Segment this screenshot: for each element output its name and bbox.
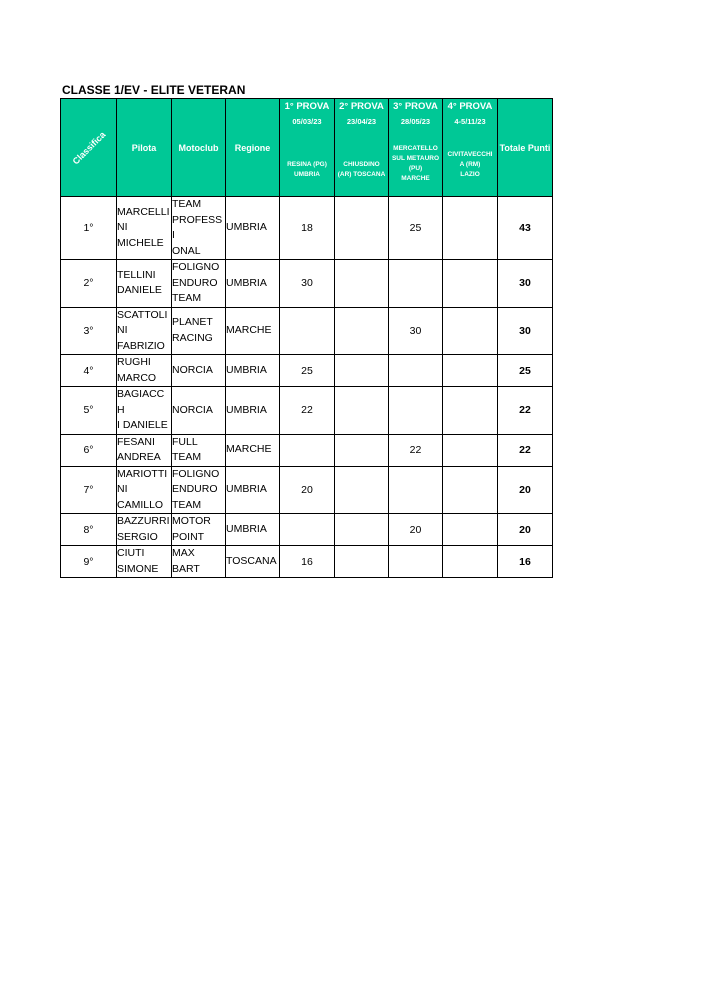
regione-cell: UMBRIA <box>226 355 280 387</box>
motoclub-cell-line: TEAM <box>172 498 202 511</box>
prova-3-points-cell <box>389 355 443 387</box>
prova-2-location <box>338 160 386 180</box>
motoclub-cell <box>172 355 226 387</box>
prova-1-points-cell: 18 <box>280 197 335 260</box>
prova-4-points-cell <box>443 466 498 514</box>
prova-4-points-cell <box>443 546 498 578</box>
header-motoclub: Motoclub <box>172 99 226 197</box>
motoclub-cell-line: MAX <box>172 547 195 559</box>
prova-2-location-line: (AR) TOSCANA <box>337 171 386 178</box>
prova-1-points-cell <box>280 307 335 355</box>
prova-3-points-cell: 25 <box>389 197 443 260</box>
position-cell: 5° <box>61 387 117 435</box>
motoclub-cell <box>172 466 226 514</box>
prova-3-points-cell <box>389 546 443 578</box>
totale-punti-cell: 20 <box>498 514 553 546</box>
totale-punti-cell: 22 <box>498 434 553 466</box>
pilota-cell-line: BAZZURRI <box>117 515 170 527</box>
totale-punti-cell: 16 <box>498 546 553 578</box>
pilota-cell-line: DANIELE <box>117 284 162 297</box>
prova-4-points-cell <box>443 434 498 466</box>
prova-3-title: 3° PROVA <box>393 101 438 112</box>
pilota-cell-line: MICHELE <box>117 236 164 249</box>
prova-4-points-cell <box>443 514 498 546</box>
prova-1-location <box>287 160 327 180</box>
prova-3-location <box>392 144 439 184</box>
prova-2-title: 2° PROVA <box>339 101 384 112</box>
prova-2-points-cell <box>335 434 389 466</box>
motoclub-cell <box>172 260 226 308</box>
motoclub-cell <box>172 197 226 260</box>
totale-punti-cell: 30 <box>498 260 553 308</box>
regione-cell: UMBRIA <box>226 387 280 435</box>
pilota-cell-line: FESANI <box>117 435 155 448</box>
pilota-cell-line: CAMILLO <box>117 498 164 511</box>
pilota-cell-line: SERGIO <box>117 530 158 543</box>
prova-3-points-cell <box>389 466 443 514</box>
pilota-cell-line: ANDREA <box>117 451 161 463</box>
motoclub-cell <box>172 307 226 355</box>
pilota-cell-line: NI <box>117 324 128 336</box>
pilota-cell <box>117 434 172 466</box>
pilota-cell <box>117 197 172 260</box>
prova-4-points-cell <box>443 355 498 387</box>
pilota-cell-line: TELLINI <box>117 268 156 281</box>
regione-cell: TOSCANA <box>226 546 280 578</box>
prova-2-date: 23/04/23 <box>346 117 377 126</box>
motoclub-cell-line: RACING <box>172 331 213 344</box>
prova-3-points-cell: 22 <box>389 434 443 466</box>
prova-3-date: 28/05/23 <box>400 117 431 126</box>
prova-1-points-cell: 16 <box>280 546 335 578</box>
table-row <box>61 466 553 514</box>
prova-4-date: 4-5/11/23 <box>454 117 486 126</box>
pilota-cell-line: FABRIZIO <box>117 339 165 352</box>
motoclub-cell-line: BART <box>172 562 200 575</box>
prova-1-points-cell: 20 <box>280 466 335 514</box>
motoclub-cell <box>172 546 226 578</box>
standings-table <box>60 98 553 578</box>
prova-2-location-line: CHIUSDINO <box>343 161 380 168</box>
motoclub-cell <box>172 387 226 435</box>
motoclub-cell-line: NORCIA <box>172 363 213 376</box>
prova-1-location-line: RESINA (PG) <box>287 161 327 168</box>
table-row <box>61 260 553 308</box>
pilota-cell-line: MARCO <box>117 371 157 384</box>
pilota-cell <box>117 307 172 355</box>
header-row <box>61 99 553 197</box>
regione-cell: UMBRIA <box>226 197 280 260</box>
motoclub-cell-line: PLANET <box>172 316 213 329</box>
motoclub-cell-line: NORCIA <box>172 403 213 416</box>
prova-2-points-cell <box>335 260 389 308</box>
prova-3-location-line: MERCATELLO <box>393 145 438 152</box>
regione-cell: UMBRIA <box>226 260 280 308</box>
header-regione: Regione <box>226 99 280 197</box>
regione-cell: MARCHE <box>226 307 280 355</box>
pilota-cell-line: RUGHI <box>117 356 151 368</box>
page-title: CLASSE 1/EV - ELITE VETERAN <box>62 83 246 97</box>
prova-3-points-cell <box>389 387 443 435</box>
pilota-cell-line: NI <box>117 221 128 234</box>
motoclub-cell-line: FOLIGNO <box>172 467 220 480</box>
regione-cell: UMBRIA <box>226 466 280 514</box>
prova-2-points-cell <box>335 387 389 435</box>
pilota-cell-line: SIMONE <box>117 562 159 575</box>
regione-cell: UMBRIA <box>226 514 280 546</box>
pilota-cell <box>117 466 172 514</box>
pilota-cell <box>117 546 172 578</box>
prova-1-points-cell: 25 <box>280 355 335 387</box>
pilota-cell-line: I DANIELE <box>117 419 168 431</box>
header-prova-1 <box>280 99 335 197</box>
totale-punti-cell: 43 <box>498 197 553 260</box>
motoclub-cell-line: ONAL <box>172 244 201 257</box>
table-row <box>61 355 553 387</box>
regione-cell: MARCHE <box>226 434 280 466</box>
prova-2-points-cell <box>335 197 389 260</box>
totale-punti-cell: 30 <box>498 307 553 355</box>
position-cell: 8° <box>61 514 117 546</box>
pilota-cell <box>117 260 172 308</box>
pilota-cell-line: MARCELLI <box>117 205 170 218</box>
pilota-cell-line: NI <box>117 483 128 495</box>
totale-punti-cell: 25 <box>498 355 553 387</box>
prova-4-location-line: LAZIO <box>460 171 480 178</box>
prova-1-points-cell <box>280 434 335 466</box>
prova-1-points-cell: 22 <box>280 387 335 435</box>
prova-3-points-cell: 20 <box>389 514 443 546</box>
standings-body <box>61 197 553 578</box>
totale-punti-cell: 20 <box>498 466 553 514</box>
motoclub-cell <box>172 514 226 546</box>
prova-3-points-cell: 30 <box>389 307 443 355</box>
prova-3-location-line: SUL METAURO <box>391 155 440 162</box>
position-cell: 3° <box>61 307 117 355</box>
prova-1-location-line: UMBRIA <box>293 171 320 178</box>
prova-4-points-cell <box>443 387 498 435</box>
prova-1-date: 05/03/23 <box>292 117 322 126</box>
pilota-cell-line: MARIOTTI <box>117 467 168 480</box>
pilota-cell-line: BAGIACCH <box>117 388 165 416</box>
motoclub-cell-line: POINT <box>172 530 205 543</box>
prova-1-points-cell: 30 <box>280 260 335 308</box>
header-pilota: Pilota <box>117 99 172 197</box>
header-prova-3 <box>389 99 443 197</box>
prova-4-location-line: A (RM) <box>459 161 481 168</box>
position-cell: 2° <box>61 260 117 308</box>
position-cell: 4° <box>61 355 117 387</box>
header-classifica <box>61 99 117 197</box>
position-cell: 1° <box>61 197 117 260</box>
prova-3-points-cell <box>389 260 443 308</box>
prova-1-points-cell <box>280 514 335 546</box>
motoclub-cell-line: ENDURO <box>172 276 218 289</box>
prova-4-points-cell <box>443 260 498 308</box>
position-cell: 6° <box>61 434 117 466</box>
prova-4-points-cell <box>443 197 498 260</box>
prova-2-points-cell <box>335 307 389 355</box>
header-prova-4 <box>443 99 498 197</box>
motoclub-cell-line: TEAM <box>172 198 202 210</box>
prova-1-title: 1° PROVA <box>284 101 330 112</box>
prova-2-points-cell <box>335 514 389 546</box>
prova-4-location-line: CIVITAVECCHI <box>447 151 493 158</box>
table-row <box>61 197 553 260</box>
motoclub-cell <box>172 434 226 466</box>
motoclub-cell-line: FOLIGNO <box>172 261 220 273</box>
prova-2-points-cell <box>335 355 389 387</box>
table-row <box>61 546 553 578</box>
pilota-cell <box>117 355 172 387</box>
pilota-cell <box>117 387 172 435</box>
header-prova-2 <box>335 99 389 197</box>
prova-3-location-line: MARCHE <box>401 175 430 182</box>
table-row <box>61 307 553 355</box>
pilota-cell <box>117 514 172 546</box>
pilota-cell-line: SCATTOLI <box>117 308 168 321</box>
motoclub-cell-line: MOTOR <box>172 515 211 527</box>
prova-4-title: 4° PROVA <box>447 101 493 112</box>
table-row <box>61 387 553 435</box>
header-classifica-label: Classifica <box>70 129 107 166</box>
totale-punti-cell: 22 <box>498 387 553 435</box>
motoclub-cell-line: ENDURO <box>172 483 218 495</box>
motoclub-cell-line: PROFESSI <box>172 213 223 241</box>
prova-4-points-cell <box>443 307 498 355</box>
motoclub-cell-line: FULL <box>172 435 198 448</box>
prova-4-location <box>448 150 493 180</box>
table-row <box>61 434 553 466</box>
prova-2-points-cell <box>335 466 389 514</box>
position-cell: 7° <box>61 466 117 514</box>
motoclub-cell-line: TEAM <box>172 292 202 304</box>
header-totale-punti: Totale Punti <box>498 99 553 197</box>
motoclub-cell-line: TEAM <box>172 451 202 463</box>
table-row <box>61 514 553 546</box>
pilota-cell-line: CIUTI <box>117 547 145 559</box>
prova-2-points-cell <box>335 546 389 578</box>
position-cell: 9° <box>61 546 117 578</box>
prova-3-location-line: (PU) <box>408 165 423 172</box>
